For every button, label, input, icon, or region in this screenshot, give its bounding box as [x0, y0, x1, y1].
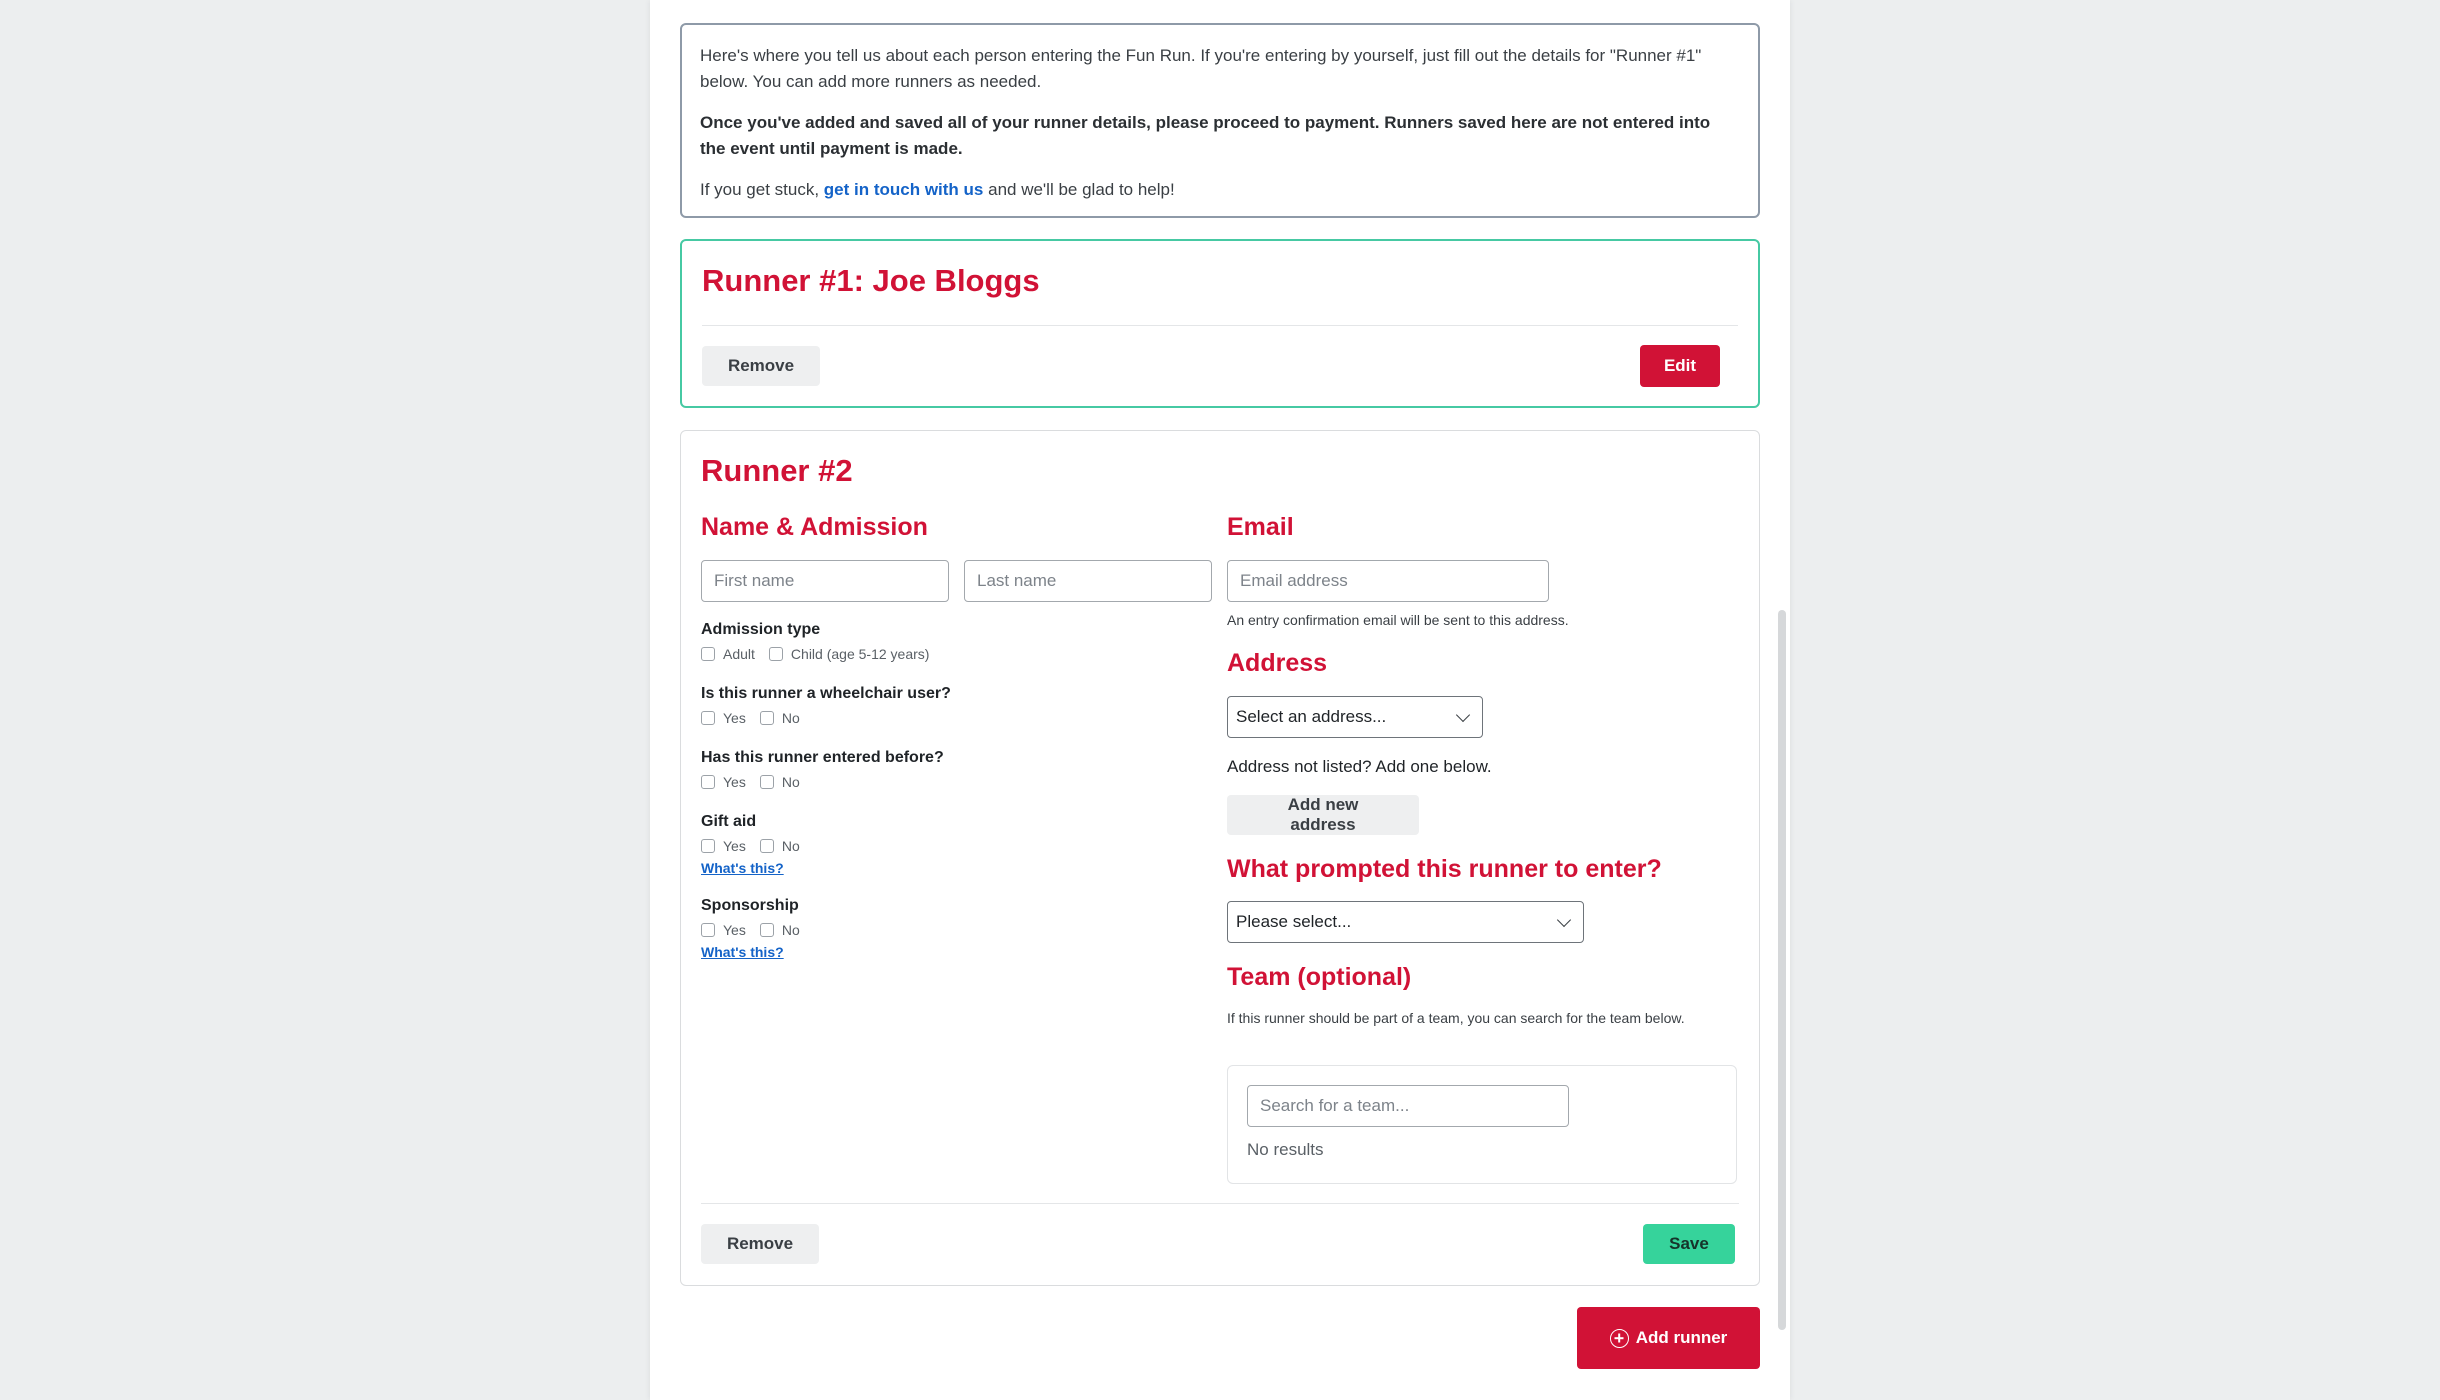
checkbox[interactable]: [760, 923, 774, 937]
name-admission-heading: Name & Admission: [701, 513, 928, 541]
option-label: Yes: [723, 710, 746, 726]
runner-2-title: Runner #2: [701, 453, 853, 488]
option-label: No: [781, 774, 800, 790]
option-label: Adult: [723, 646, 755, 662]
team-heading: Team (optional): [1227, 963, 1412, 991]
prompt-select[interactable]: [1227, 901, 1584, 943]
wheelchair-options: [701, 710, 814, 726]
email-hint: An entry confirmation email will be sent to this address.: [1227, 612, 1569, 628]
admission-type-options: [701, 646, 943, 662]
sponsorship-options: [701, 922, 814, 938]
runner-2-card: [680, 430, 1760, 1286]
sponsorship-help-link[interactable]: What's this?: [701, 944, 784, 960]
sponsorship-yes-option[interactable]: [701, 922, 746, 938]
runner-2-remove-button[interactable]: Remove: [701, 1224, 819, 1264]
divider: [701, 1203, 1739, 1204]
entered-before-label: Has this runner entered before?: [701, 749, 944, 766]
checkbox[interactable]: [760, 775, 774, 789]
entered-before-options: [701, 774, 814, 790]
entered-before-yes-option[interactable]: [701, 774, 746, 790]
wheelchair-yes-option[interactable]: [701, 710, 746, 726]
intro-payment-note: Once you've added and saved all of your runner details, please proceed to payment. Runners saved here are not entered into the event until payment is made.: [700, 113, 1711, 158]
checkbox[interactable]: [701, 923, 715, 937]
option-label: No: [781, 922, 800, 938]
checkbox[interactable]: [769, 647, 783, 661]
admission-adult-option[interactable]: [701, 646, 755, 662]
help-prefix: If you get stuck,: [700, 180, 824, 199]
runner-1-remove-button[interactable]: Remove: [702, 346, 820, 386]
gift-aid-yes-option[interactable]: [701, 838, 746, 854]
first-name-input[interactable]: [701, 560, 949, 602]
contact-link[interactable]: get in touch with us: [823, 180, 984, 199]
chevron-down-icon: [1456, 708, 1470, 722]
runner-1-card: [680, 239, 1760, 408]
gift-aid-label: Gift aid: [701, 813, 757, 830]
checkbox[interactable]: [701, 839, 715, 853]
entered-before-no-option[interactable]: [760, 774, 800, 790]
sponsorship-no-option[interactable]: [760, 922, 800, 938]
runner-1-edit-button[interactable]: Edit: [1640, 345, 1720, 387]
email-heading: Email: [1227, 513, 1294, 541]
gift-aid-no-option[interactable]: [760, 838, 800, 854]
checkbox[interactable]: [701, 647, 715, 661]
wheelchair-no-option[interactable]: [760, 710, 800, 726]
checkbox[interactable]: [701, 775, 715, 789]
option-label: No: [781, 838, 800, 854]
option-label: Yes: [723, 838, 746, 854]
checkbox[interactable]: [760, 711, 774, 725]
chevron-down-icon: [1557, 913, 1571, 927]
option-label: Yes: [723, 922, 746, 938]
runner-2-save-button[interactable]: Save: [1643, 1224, 1735, 1264]
wheelchair-label: Is this runner a wheelchair user?: [701, 685, 951, 702]
checkbox[interactable]: [701, 711, 715, 725]
intro-help-text: [700, 177, 1740, 203]
address-select[interactable]: [1227, 696, 1483, 738]
address-select-value: Select an address...: [1236, 707, 1387, 726]
team-no-results: No results: [1247, 1140, 1324, 1159]
address-heading: Address: [1227, 649, 1328, 677]
add-runner-label: Add runner: [1635, 1328, 1728, 1347]
team-search-input[interactable]: [1247, 1085, 1569, 1127]
intro-text: Here's where you tell us about each person entering the Fun Run. If you're entering by yourself, just fill out the details for "Runner #1" below. You can add more runners as needed.: [700, 46, 1702, 91]
add-new-address-button[interactable]: Add new address: [1227, 795, 1419, 835]
gift-aid-help-link[interactable]: What's this?: [701, 860, 784, 876]
intro-panel: [680, 23, 1760, 218]
runner-1-title: Runner #1: Joe Bloggs: [702, 263, 1040, 298]
email-input[interactable]: [1227, 560, 1549, 602]
team-search-box: [1227, 1065, 1737, 1184]
add-runner-button[interactable]: [1577, 1307, 1760, 1369]
address-not-listed-text: Address not listed? Add one below.: [1227, 757, 1492, 776]
option-label: Yes: [723, 774, 746, 790]
checkbox[interactable]: [760, 839, 774, 853]
option-label: Child (age 5-12 years): [790, 646, 930, 662]
scrollbar-thumb[interactable]: [1778, 610, 1786, 1330]
gift-aid-options: [701, 838, 814, 854]
sponsorship-label: Sponsorship: [701, 897, 799, 914]
plus-circle-icon: [1610, 1329, 1629, 1348]
main-page: [650, 0, 1790, 1400]
option-label: No: [781, 710, 800, 726]
help-suffix: and we'll be glad to help!: [983, 180, 1175, 199]
admission-child-option[interactable]: [769, 646, 930, 662]
divider: [702, 325, 1738, 326]
last-name-input[interactable]: [964, 560, 1212, 602]
prompt-select-value: Please select...: [1236, 912, 1352, 931]
team-hint: If this runner should be part of a team, you can search for the team below.: [1227, 1010, 1685, 1026]
admission-type-label: Admission type: [701, 621, 821, 638]
prompt-heading: What prompted this runner to enter?: [1227, 855, 1662, 883]
